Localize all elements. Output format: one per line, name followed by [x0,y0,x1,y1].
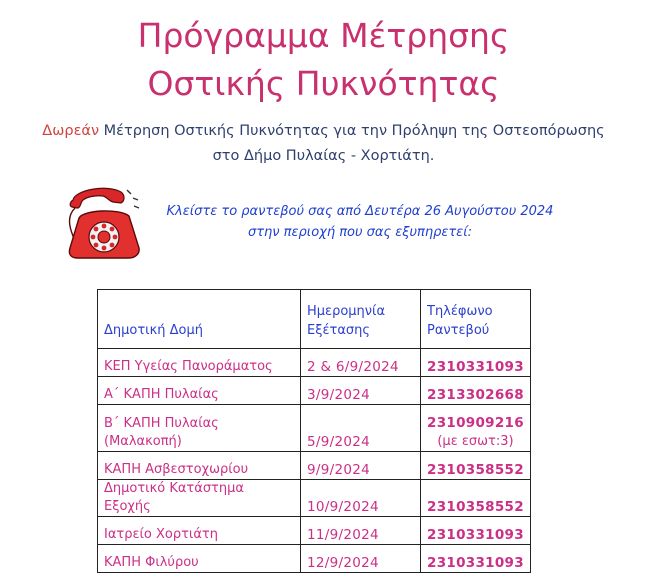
header-phone-line-2: Ραντεβού [427,323,490,338]
row-structure: ΚΑΠΗ Φιλύρου [98,545,301,573]
row-phone: 2313302668 [421,377,531,405]
subtitle-line-1-rest: Μέτρηση Οστικής Πυκνότητας για την Πρόληψη της Οστεοπόρωσης [99,123,605,139]
subtitle-line-2: στο Δήμο Πυλαίας - Χορτιάτη. [212,148,435,164]
row-phone: 2310331093 [421,517,531,545]
header-structure: Δημοτική Δομή [98,290,301,349]
table-row [98,452,531,480]
row-date: 10/9/2024 [301,480,421,517]
row-date: 2 & 6/9/2024 [301,349,421,377]
row-date: 3/9/2024 [301,377,421,405]
table-row [98,405,531,452]
table-row [98,480,531,517]
row-date: 12/9/2024 [301,545,421,573]
row-phone: 2310358552 [421,480,531,517]
table-row [98,545,531,573]
row-structure: ΚΕΠ Υγείας Πανοράματος [98,349,301,377]
row-date: 11/9/2024 [301,517,421,545]
table-row [98,517,531,545]
row-structure: ΚΑΠΗ Ασβεστοχωρίου [98,452,301,480]
row-date: 5/9/2024 [301,405,421,452]
subtitle-line-1 [0,120,647,143]
red-telephone-icon [63,186,143,260]
table-row [98,377,531,405]
header-phone-line-1: Τηλέφωνο [427,304,493,319]
row-date: 9/9/2024 [301,452,421,480]
row-structure: Ιατρείο Χορτιάτη [98,517,301,545]
row-structure-line-1: Β΄ ΚΑΠΗ Πυλαίας [104,416,219,431]
header-date-line-1: Ημερομηνία [307,304,386,319]
row-structure: Α΄ ΚΑΠΗ Πυλαίας [98,377,301,405]
header-phone [421,290,531,349]
row-phone-line-1: 2310909216 [427,415,524,431]
free-word: Δωρεάν [42,123,100,139]
title-line-1: Πρόγραμμα Μέτρησης [137,16,510,55]
row-structure-line-2: (Μαλακοπή) [104,434,182,449]
row-structure: Δημοτικό Κατάστημα Εξοχής [98,480,301,517]
title-line-2: Οστικής Πυκνότητας [147,64,500,103]
row-phone: 2310331093 [421,545,531,573]
schedule-table [97,289,531,573]
table-row [98,349,531,377]
booking-line-1: Κλείστε το ραντεβού σας από Δευτέρα 26 Αυγούστου 2024 [166,204,554,219]
table-header-row [98,290,531,349]
header-date [301,290,421,349]
row-phone: 2310358552 [421,452,531,480]
header-date-line-2: Εξέτασης [307,323,370,338]
row-phone: 2310331093 [421,349,531,377]
row-phone-line-2: (με εσωτ:3) [437,434,514,449]
row-phone [421,405,531,452]
row-structure [98,405,301,452]
booking-line-2: στην περιοχή που σας εξυπηρετεί: [247,225,472,240]
